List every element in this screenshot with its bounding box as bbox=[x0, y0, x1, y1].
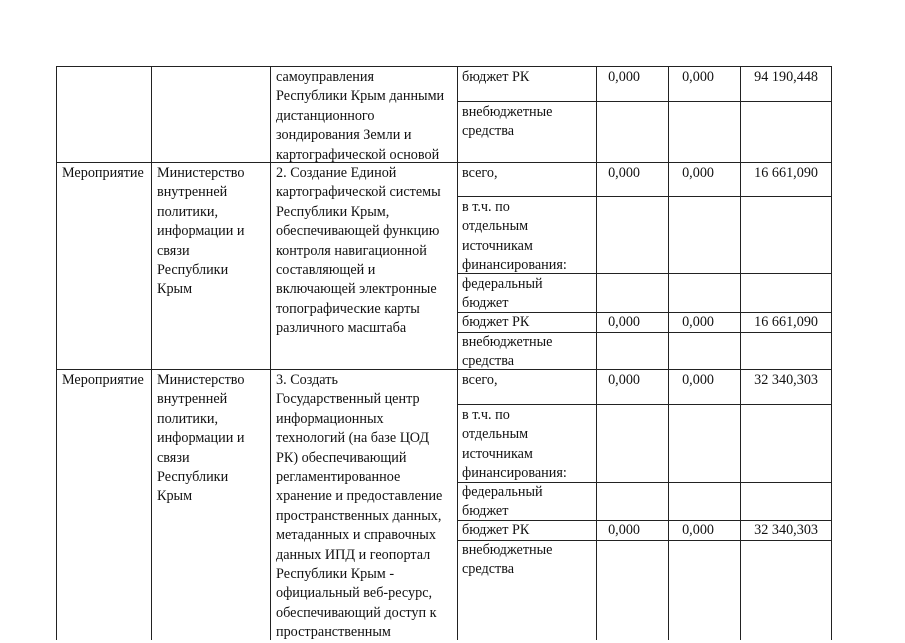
executor-cell: Министерство внутренней политики, информации и связи Республики Крым bbox=[157, 165, 245, 298]
funding-source-label: федеральный бюджет bbox=[462, 484, 543, 520]
column-divider bbox=[457, 66, 458, 640]
funding-value-2: 0,000 bbox=[682, 314, 714, 330]
funding-value-1: 0,000 bbox=[608, 372, 640, 388]
funding-source-label: бюджет РК bbox=[462, 314, 530, 330]
row-divider bbox=[56, 369, 831, 370]
column-divider bbox=[740, 66, 741, 640]
funding-source-label: внебюджетные средства bbox=[462, 104, 553, 140]
record-type-cell: Мероприятие bbox=[62, 372, 144, 388]
funding-value-3: 32 340,303 bbox=[754, 522, 818, 538]
funding-value-2: 0,000 bbox=[682, 69, 714, 85]
funding-value-2: 0,000 bbox=[682, 372, 714, 388]
funding-value-1: 0,000 bbox=[608, 165, 640, 181]
activity-name-cell: 3. Создать Государственный центр информационных технологий (на базе ЦОД РК) обеспечивающий регламентированное хранение и предоставление пространственных данных, метаданных и справочных данных ИПД и геопортал Республики Крым - официальный веб-ресурс, обеспечивающий доступ к пространственным bbox=[276, 372, 443, 641]
table-border-right bbox=[831, 66, 832, 640]
funding-value-3: 94 190,448 bbox=[754, 69, 818, 85]
funding-value-1: 0,000 bbox=[608, 69, 640, 85]
row-divider bbox=[457, 196, 831, 197]
table-border-left bbox=[56, 66, 57, 640]
funding-source-label: бюджет РК bbox=[462, 522, 530, 538]
table-border-top bbox=[56, 66, 831, 67]
activity-name-cell: 2. Создание Единой картографической системы Республики Крым, обеспечивающей функцию контроля навигационной составляющей и включающей электронные топографические карты различного масштаба bbox=[276, 165, 441, 337]
column-divider bbox=[596, 66, 597, 640]
funding-source-label: бюджет РК bbox=[462, 69, 530, 85]
record-type-cell: Мероприятие bbox=[62, 165, 144, 181]
row-divider bbox=[457, 404, 831, 405]
funding-value-3: 16 661,090 bbox=[754, 314, 818, 330]
funding-value-3: 32 340,303 bbox=[754, 372, 818, 388]
funding-source-label: в т.ч. по отдельным источникам финансирования: bbox=[462, 407, 567, 482]
column-divider bbox=[668, 66, 669, 640]
executor-cell: Министерство внутренней политики, информации и связи Республики Крым bbox=[157, 372, 245, 505]
funding-value-3: 16 661,090 bbox=[754, 165, 818, 181]
funding-source-label: всего, bbox=[462, 372, 498, 388]
funding-value-1: 0,000 bbox=[608, 314, 640, 330]
funding-source-label: внебюджетные средства bbox=[462, 334, 553, 370]
column-divider bbox=[151, 66, 152, 640]
funding-source-label: в т.ч. по отдельным источникам финансирования: bbox=[462, 199, 567, 274]
funding-value-1: 0,000 bbox=[608, 522, 640, 538]
funding-source-label: внебюджетные средства bbox=[462, 542, 553, 578]
row-divider bbox=[457, 101, 831, 102]
activity-name-cell: самоуправления Республики Крым данными дистанционного зондирования Земли и картографической основой bbox=[276, 69, 445, 163]
funding-value-2: 0,000 bbox=[682, 522, 714, 538]
funding-source-label: федеральный бюджет bbox=[462, 276, 543, 312]
column-divider bbox=[270, 66, 271, 640]
funding-source-label: всего, bbox=[462, 165, 498, 181]
funding-value-2: 0,000 bbox=[682, 165, 714, 181]
